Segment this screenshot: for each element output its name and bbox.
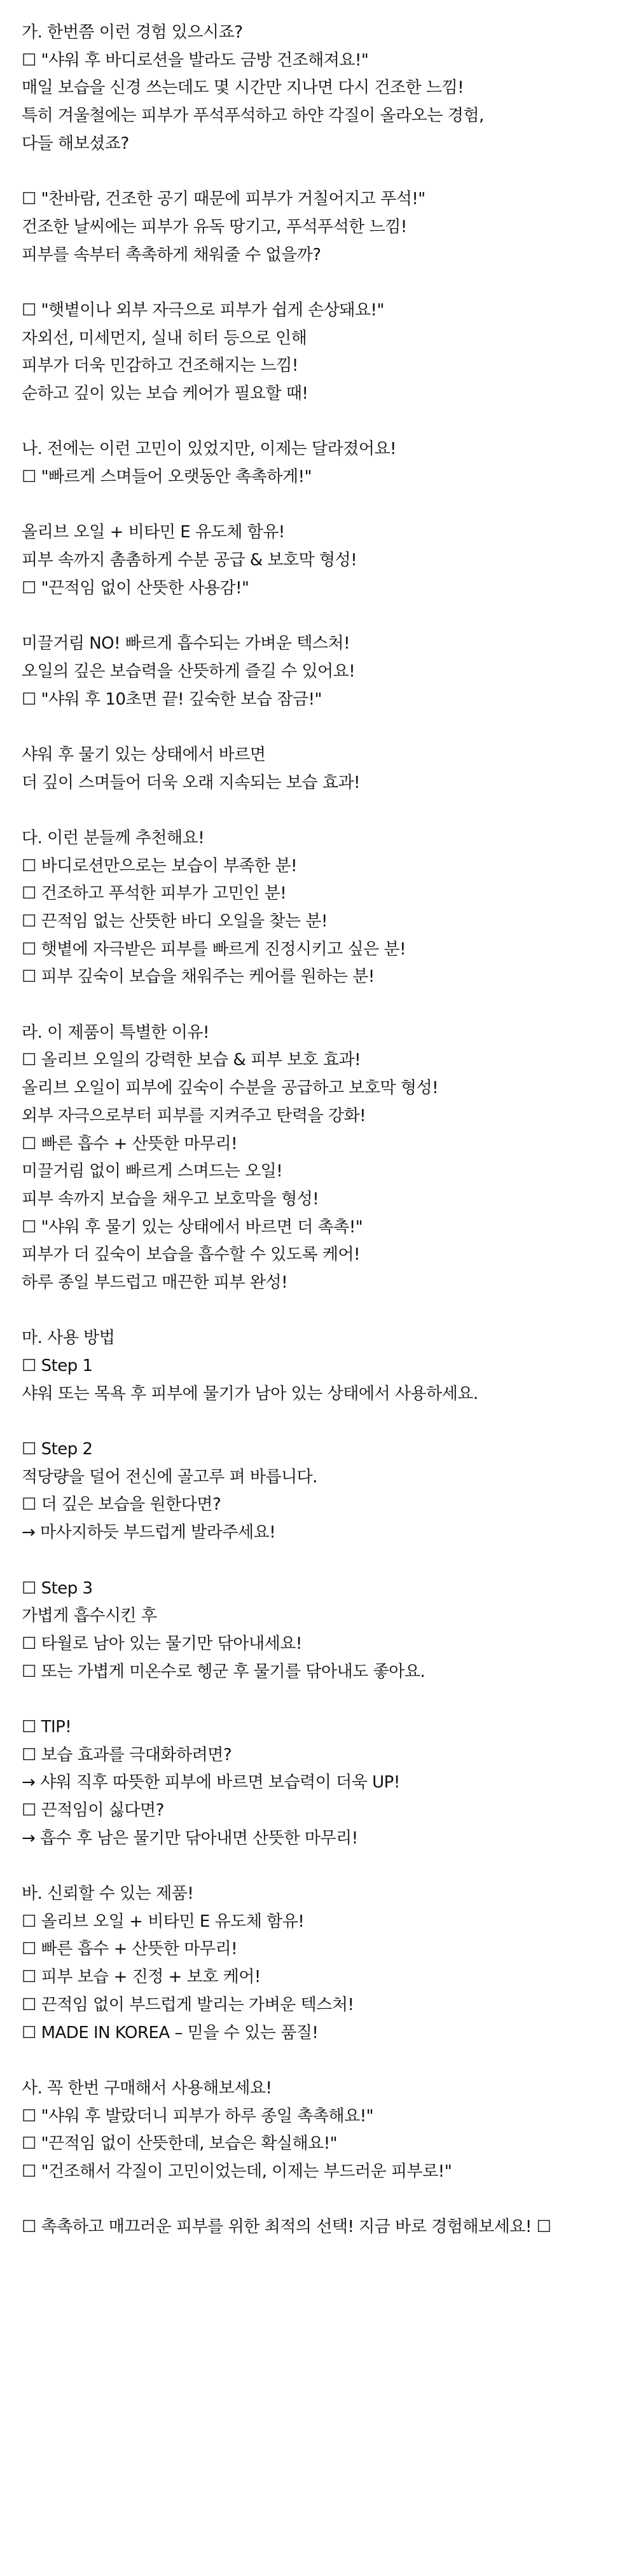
blank-line bbox=[22, 713, 604, 741]
text-line: 더 깊이 스며들어 더욱 오래 지속되는 보습 효과! bbox=[22, 773, 360, 792]
checkbox-bullet-line: ☐ 올리브 오일의 강력한 보습 & 피부 보호 효과! bbox=[22, 1050, 361, 1070]
checkbox-bullet-line: ☐ 더 깊은 보습을 원한다면? bbox=[22, 1495, 221, 1515]
text-line: 올리브 오일 + 비타민 E 유도체 함유! bbox=[22, 523, 285, 542]
checkbox-bullet-line: ☐ "끈적임 없이 산뜻한 사용감!" bbox=[22, 578, 249, 598]
text-line: 가볍게 흡수시킨 후 bbox=[22, 1606, 157, 1626]
text-line: 피부 속까지 보습을 채우고 보호막을 형성! bbox=[22, 1189, 319, 1209]
checkbox-bullet-line: ☐ "샤워 후 물기 있는 상태에서 바르면 더 촉촉!" bbox=[22, 1217, 363, 1237]
checkbox-bullet-line: ☐ MADE IN KOREA – 믿을 수 있는 품질! bbox=[22, 2023, 319, 2042]
checkbox-bullet-line: ☐ 햇볕에 자극받은 피부를 빠르게 진정시키고 싶은 분! bbox=[22, 939, 406, 959]
checkbox-bullet-line: ☐ "찬바람, 건조한 공기 때문에 피부가 거칠어지고 푸석!" bbox=[22, 189, 425, 209]
checkbox-bullet-line: ☐ 빠른 흡수 + 산뜻한 마무리! bbox=[22, 1939, 238, 1959]
section-heading: 사. 꼭 한번 구매해서 사용해보세요! bbox=[22, 2078, 272, 2098]
checkbox-bullet-line: ☐ "빠르게 스며들어 오랫동안 촉촉하게!" bbox=[22, 467, 312, 486]
checkbox-bullet-line: ☐ 빠른 흡수 + 산뜻한 마무리! bbox=[22, 1134, 238, 1154]
checkbox-bullet-line: ☐ 피부 깊숙이 보습을 채워주는 케어를 원하는 분! bbox=[22, 967, 375, 987]
arrow-tip-line: → 샤워 직후 따뜻한 피부에 바르면 보습력이 더욱 UP! bbox=[22, 1773, 400, 1793]
text-line: 매일 보습을 신경 쓰는데도 몇 시간만 지나면 다시 건조한 느낌! bbox=[22, 78, 464, 98]
checkbox-bullet-line: ☐ 끈적임 없이 부드럽게 발리는 가벼운 텍스처! bbox=[22, 1995, 354, 2015]
text-line: 건조한 날씨에는 피부가 유독 땅기고, 푸석푸석한 느낌! bbox=[22, 217, 407, 237]
section-heading: 나. 전에는 이런 고민이 있었지만, 이제는 달라졌어요! bbox=[22, 439, 396, 459]
blank-line bbox=[22, 1852, 604, 1880]
checkbox-bullet-line: ☐ 끈적임이 싫다면? bbox=[22, 1801, 164, 1820]
checkbox-bullet-line: ☐ TIP! bbox=[22, 1717, 72, 1737]
blank-line bbox=[22, 158, 604, 186]
text-line: 특히 겨울철에는 피부가 푸석푸석하고 하얀 각질이 올라오는 경험, bbox=[22, 106, 484, 126]
text-line: 피부가 더 깊숙이 보습을 흡수할 수 있도록 케어! bbox=[22, 1245, 360, 1265]
section-heading: 라. 이 제품이 특별한 이유! bbox=[22, 1023, 209, 1042]
arrow-tip-line: → 흡수 후 남은 물기만 닦아내면 산뜻한 마무리! bbox=[22, 1828, 358, 1848]
checkbox-bullet-line: ☐ 또는 가볍게 미온수로 헹군 후 물기를 닦아내도 좋아요. bbox=[22, 1662, 425, 1681]
checkbox-bullet-line: ☐ "샤워 후 바디로션을 발라도 금방 건조해져요!" bbox=[22, 50, 369, 70]
section-heading: 마. 사용 방법 bbox=[22, 1328, 115, 1348]
blank-line bbox=[22, 991, 604, 1019]
checkbox-bullet-line: ☐ "햇볕이나 외부 자극으로 피부가 쉽게 손상돼요!" bbox=[22, 300, 384, 320]
text-line: 샤워 또는 목욕 후 피부에 물기가 남아 있는 상태에서 사용하세요. bbox=[22, 1384, 478, 1403]
section-heading: 다. 이런 분들께 추천해요! bbox=[22, 828, 205, 848]
blank-line bbox=[22, 269, 604, 297]
text-line: 하루 종일 부드럽고 매끈한 피부 완성! bbox=[22, 1272, 287, 1292]
checkbox-bullet-line: ☐ 보습 효과를 극대화하려면? bbox=[22, 1745, 232, 1765]
text-line: 미끌거림 없이 빠르게 스며드는 오일! bbox=[22, 1162, 283, 1181]
blank-line bbox=[22, 492, 604, 520]
checkbox-bullet-line: ☐ Step 2 bbox=[22, 1440, 93, 1459]
checkbox-bullet-line: ☐ Step 3 bbox=[22, 1578, 93, 1598]
text-line: 피부를 속부터 촉촉하게 채워줄 수 없을까? bbox=[22, 245, 321, 265]
blank-line bbox=[22, 1297, 604, 1325]
text-line: 올리브 오일이 피부에 깊숙이 수분을 공급하고 보호막 형성! bbox=[22, 1078, 439, 1098]
text-line: 피부가 더욱 민감하고 건조해지는 느낌! bbox=[22, 356, 298, 376]
checkbox-bullet-line: ☐ Step 1 bbox=[22, 1356, 93, 1375]
blank-line bbox=[22, 1686, 604, 1714]
blank-line bbox=[22, 408, 604, 436]
checkbox-bullet-line: ☐ "샤워 후 10초면 끝! 깊숙한 보습 잠금!" bbox=[22, 689, 322, 709]
arrow-tip-line: → 마사지하듯 부드럽게 발라주세요! bbox=[22, 1523, 276, 1543]
checkbox-bullet-line: ☐ 피부 보습 + 진정 + 보호 케어! bbox=[22, 1967, 261, 1987]
checkbox-bullet-line: ☐ 끈적임 없는 산뜻한 바디 오일을 찾는 분! bbox=[22, 912, 328, 931]
checkbox-bullet-line: ☐ 촉촉하고 매끄러운 피부를 위한 최적의 선택! 지금 바로 경험해보세요! ☐ bbox=[22, 2217, 551, 2237]
text-line: 샤워 후 물기 있는 상태에서 바르면 bbox=[22, 745, 266, 764]
section-heading: 가. 한번쯤 이런 경험 있으시죠? bbox=[22, 23, 243, 42]
blank-line bbox=[22, 1408, 604, 1436]
text-line: 적당량을 덜어 전신에 골고루 펴 바릅니다. bbox=[22, 1467, 318, 1487]
text-line: 자외선, 미세먼지, 실내 히터 등으로 인해 bbox=[22, 328, 307, 348]
checkbox-bullet-line: ☐ "샤워 후 발랐더니 피부가 하루 종일 촉촉해요!" bbox=[22, 2106, 374, 2126]
text-line: 오일의 깊은 보습력을 산뜻하게 즐길 수 있어요! bbox=[22, 661, 356, 681]
text-line: 미끌거림 NO! 빠르게 흡수되는 가벼운 텍스처! bbox=[22, 634, 350, 654]
text-line: 외부 자극으로부터 피부를 지켜주고 탄력을 강화! bbox=[22, 1106, 366, 1126]
section-heading: 바. 신뢰할 수 있는 제품! bbox=[22, 1884, 194, 1904]
checkbox-bullet-line: ☐ 건조하고 푸석한 피부가 고민인 분! bbox=[22, 884, 287, 904]
checkbox-bullet-line: ☐ 타월로 남아 있는 물기만 닦아내세요! bbox=[22, 1634, 302, 1653]
blank-line bbox=[22, 602, 604, 630]
checkbox-bullet-line: ☐ "건조해서 각질이 고민이었는데, 이제는 부드러운 피부로!" bbox=[22, 2161, 452, 2181]
checkbox-bullet-line: ☐ 올리브 오일 + 비타민 E 유도체 함유! bbox=[22, 1911, 305, 1931]
text-line: 다들 해보셨죠? bbox=[22, 134, 129, 153]
text-line: 피부 속까지 촘촘하게 수분 공급 & 보호막 형성! bbox=[22, 551, 357, 570]
blank-line bbox=[22, 797, 604, 825]
checkbox-bullet-line: ☐ 바디로션만으로는 보습이 부족한 분! bbox=[22, 856, 298, 876]
blank-line bbox=[22, 2047, 604, 2075]
text-line: 순하고 깊이 있는 보습 케어가 필요할 때! bbox=[22, 383, 308, 403]
blank-line bbox=[22, 1547, 604, 1575]
checkbox-bullet-line: ☐ "끈적임 없이 산뜻한데, 보습은 확실해요!" bbox=[22, 2134, 338, 2154]
blank-line bbox=[22, 2186, 604, 2214]
